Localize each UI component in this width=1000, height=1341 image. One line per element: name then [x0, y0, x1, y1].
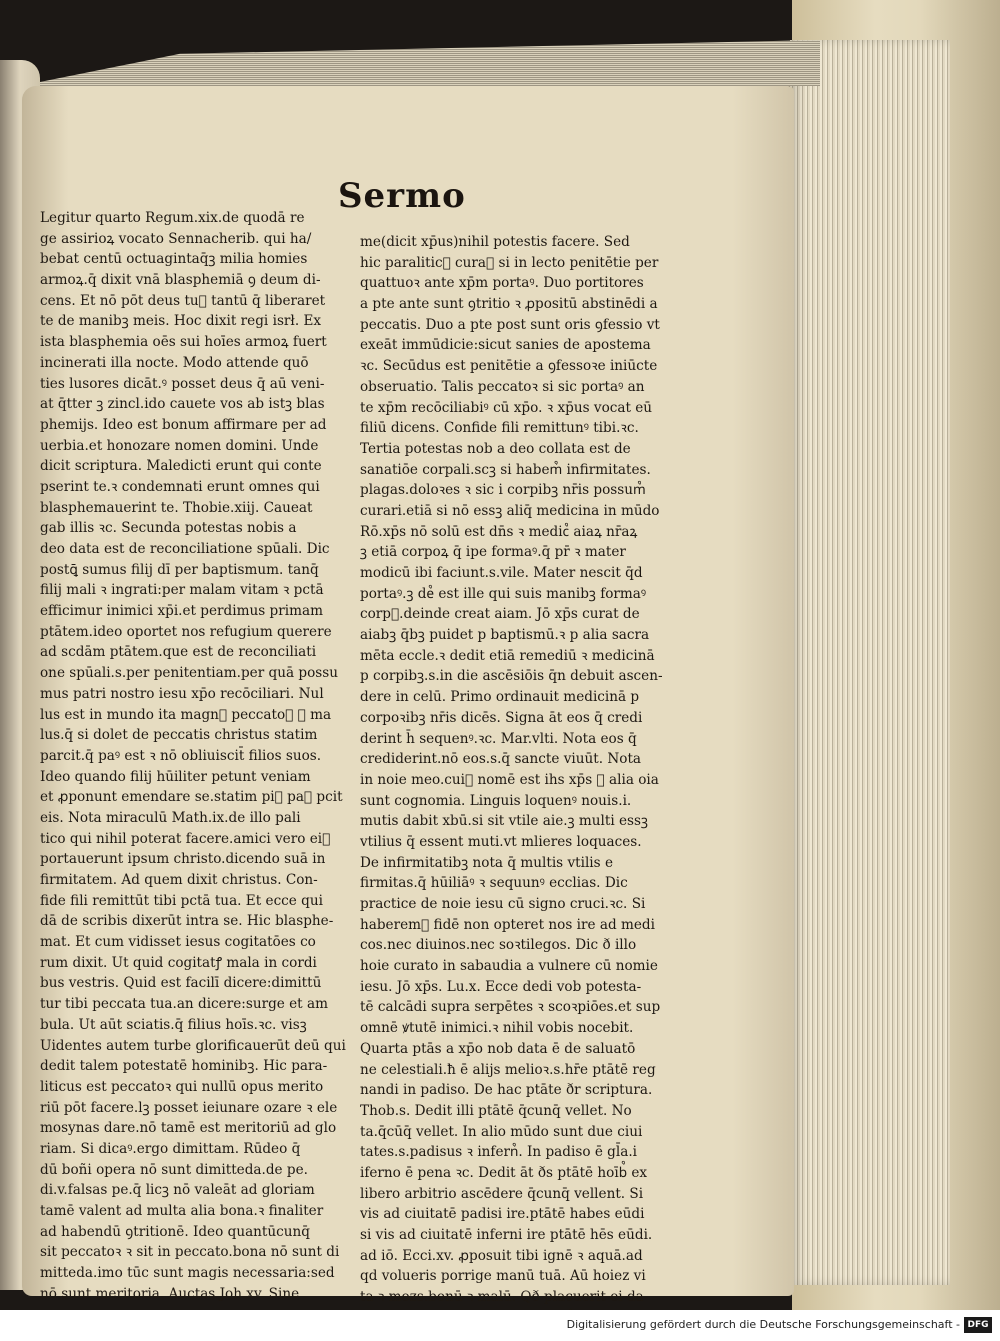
text-line: bus vestris. Quid est facilī dicere:dimittū [40, 975, 322, 992]
text-line: haberem᷒ fidē non opteret nos ire ad medi [360, 916, 655, 933]
text-line: Quarta ptās a xp̄o nob data ē de saluatō [360, 1040, 636, 1057]
text-line: corpoꝛibꝫ nr̄is dicēs. Signa āt eos q̄ credi [360, 709, 643, 726]
text-line: ta ꝛ mozs.bonū ꝛ malū. Qð placuerit ei da [360, 1289, 644, 1306]
text-line: te de manibꝫ meis. Hoc dixit regi isrł. Ex [40, 313, 322, 330]
text-line: firmitatem. Ad quem dixit christus. Con- [40, 872, 318, 888]
text-line: libero arbitrio ascēdere q̄cunq̄ vellent. Si [360, 1185, 644, 1202]
text-line: exeāt immūdicie:sicut sanies de apostema [360, 337, 651, 354]
text-line: hoie curato in sabaudia a vulnere cū nomie [360, 958, 658, 975]
text-line: a pte ante sunt ꝯtritio ꝛ ꝓpositū abstinēdi a [360, 296, 658, 313]
text-line: ista blasphemia oēs sui hoīes armoꝝ fuert [40, 334, 327, 351]
text-line: tamē valent ad multa alia bona.ꝛ finaliter [40, 1203, 324, 1219]
text-line: portauerunt ipsum christo.dicendo suā in [40, 851, 326, 868]
text-line: ad habendū ꝯtritionē. Ideo quantūcunq̄ [40, 1223, 310, 1240]
text-line: dere in celū. Primo ordinauit medicinā p [360, 689, 640, 706]
text-line: ne celestiali.ħ ē alijs melioꝛ.s.hr̄e ptātē reg [360, 1061, 656, 1078]
text-line: firmitas.q̄ hūiliāꝰ ꝛ sequunꝰ ecclias. Dic [360, 875, 628, 892]
text-line: vtilius q̄ essent muti.vt mlieres loquaces. [360, 833, 642, 850]
text-line: vis ad ciuitatē padisi ire.ptātē habes eūdi [360, 1206, 645, 1223]
text-line: parcit.q̄ paꝰ est ꝛ nō obliuiscit̄ filios suos. [40, 747, 322, 764]
text-line: Uidentes autem turbe glorificauerūt deū qui [40, 1037, 346, 1054]
page-fore-edge [790, 40, 950, 1285]
text-line: ptātem.ideo oportet nos refugium querere [40, 623, 332, 640]
text-line: omnē ꝟtutē inimici.ꝛ nihil vobis nocebit. [360, 1020, 634, 1037]
text-line: mosynas dare.nō tamē est meritoriū ad glo [40, 1120, 337, 1137]
text-line: pserint te.ꝛ condemnati erunt omnes qui [40, 478, 320, 495]
text-line: bula. Ut aūt sciatis.q̄ filius hoīs.ꝛc. visꝫ [40, 1016, 307, 1033]
right-text-column [360, 232, 663, 1328]
text-line: obseruatio. Talis peccatoꝛ si sic portaꝰ an [360, 378, 645, 395]
text-line: hic paralitic᷒ curaꝰ si in lecto penitētie per [360, 254, 659, 271]
text-line: Thob.s. Dedit illi ptātē q̄cunq̄ vellet. No [360, 1102, 632, 1119]
text-line: te xp̄m recōciliabiꝰ cū xp̄o. ꝛ xp̄us vocat eū [360, 399, 653, 416]
text-line: dū boñi opera nō sunt dimitteda.de pe. [40, 1161, 308, 1178]
text-line: nandi in padiso. De hac ptāte ðr scriptura. [360, 1082, 653, 1099]
page-heading: Sermo [338, 176, 466, 216]
text-line: crediderint.nō eos.s.q̄ sancte viuūt. Nota [360, 751, 642, 768]
text-line: me(dicit xp̄us)nihil potestis facere. Sed [360, 234, 630, 250]
text-line: peccatis. Duo a pte post sunt oris ꝯfessio vt [360, 316, 660, 333]
text-line: sit peccatoꝛ ꝛ sit in peccato.bona nō sunt di [40, 1244, 340, 1261]
text-line: armoꝝ.q̄ dixit vnā blasphemiā ꝯ deum di- [40, 272, 321, 289]
dfg-logo: DFG [964, 1317, 992, 1333]
text-line: curari.etiā si nō essꝫ aliq̄ medicina in mūdo [360, 502, 660, 519]
text-line: di.v.falsas pe.q̄ licꝫ nō valeāt ad gloriam [40, 1182, 315, 1199]
text-line: efficimur inimici xp̄i.et perdimus primam [40, 603, 323, 620]
text-line: dicit scriptura. Maledicti erunt qui conte [40, 458, 322, 475]
text-line: Tertia potestas nob a deo collata est de [360, 440, 631, 457]
text-line: ad iō. Ecci.xv. ꝓposuit tibi ignē ꝛ aquā.ad [360, 1247, 643, 1264]
text-line: sunt cognomia. Linguis loquenꝰ nouis.i. [360, 792, 632, 809]
text-line: phemijs. Ideo est bonum affirmare per ad [40, 416, 327, 433]
text-line: cens. Et nō pōt deus tu᷒ tantū q̄ liberaret [40, 292, 326, 309]
text-line: iesu. Jō xp̄s. Lu.x. Ecce dedi vob potesta- [360, 978, 642, 995]
text-line: derint h̄ sequenꝰ.ꝛc. Mar.vlti. Nota eos q̄ [360, 730, 637, 747]
text-line: plagas.doloꝛes ꝛ sic i corpibꝫ nr̄is possum᷒ [360, 482, 646, 499]
text-line: ad scdām ptātem.que est de reconciliati [40, 644, 317, 661]
text-line: ta.q̄cūq̄ vellet. In alio mūdo sunt due ciui [360, 1123, 643, 1140]
text-line: qd volueris porrige manū tuā. Aū hoiez vi [360, 1268, 646, 1285]
text-line: incinerati illa nocte. Modo attende quō [40, 354, 309, 371]
text-line: rum dixit. Ut quid cogitatꝭ mala in cordi [40, 954, 317, 971]
text-line: mitteda.imo tūc sunt magis necessaria:sed [40, 1265, 335, 1282]
text-line: et ꝓponunt emendare se.statim pi᷒ paꝰ pcit [40, 789, 343, 806]
text-line: practice de noie iesu cū signo cruci.ꝛc. Si [360, 896, 646, 912]
text-line: lus est in mundo ita magn᷒ peccatoꝛ ꝛ ma [40, 706, 332, 723]
text-line: uerbia.et honozare nomen domini. Unde [40, 437, 319, 454]
text-line: iferno ē pena ꝛc. Dedit āt ðs ptātē hoīb᷒ ex [360, 1164, 648, 1181]
text-line: modicū ibi faciunt.s.vile. Mater nescit q̄d [360, 565, 643, 581]
text-line: one spūali.s.per penitentiam.per quā possu [40, 665, 339, 682]
text-line: Ideo quando filij hūiliter petunt veniam [40, 768, 311, 785]
text-line: De infirmitatibꝫ nota q̄ multis vtilis e [360, 854, 613, 871]
text-line: quattuoꝛ ante xp̄m portaꝰ. Duo portitores [360, 275, 644, 292]
text-line: corp᷒.deinde creat aiam. Jō xp̄s curat de [360, 606, 640, 623]
text-line: mus patri nostro iesu xp̄o recōciliari. Nul [40, 685, 324, 702]
text-line: bebat centū octuagintaq̄ꝫ milia homies [40, 251, 308, 268]
text-line: blasphemauerint te. Thobie.xiij. Caueat [40, 499, 313, 516]
text-line: aiabꝫ q̄bꝫ puidet p baptismū.ꝛ p alia sacra [360, 627, 650, 644]
text-line: tates.s.padisus ꝛ infern᷒. In padiso ē gl̄a.i [360, 1144, 638, 1161]
text-line: sanatiōe corpali.scꝫ si habem᷒ infirmitates. [360, 461, 651, 478]
text-line: Rō.xp̄s nō solū est dn̄s ꝛ medic᷒ aiaꝝ nr̄aꝝ [360, 523, 638, 540]
text-line: ge assirioꝝ vocato Sennacherib. qui ha/ [40, 230, 312, 247]
text-line: at q̄tter ꝫ zincl.ido cauete vos ab istꝫ blas [40, 396, 325, 413]
text-line: tur tibi peccata tua.an dicere:surge et am [40, 996, 328, 1013]
text-line: si vis ad ciuitatē inferni ire ptātē hēs eūdi. [360, 1227, 653, 1243]
text-line: fide fili remittūt tibi pctā tua. Et ecce qui [40, 892, 323, 909]
footer-credit: Digitalisierung gefördert durch die Deutsche Forschungsgemeinschaft - [566, 1318, 960, 1331]
text-line: mat. Et cum vidisset iesus cogitatōes co [40, 934, 316, 951]
text-line: liticus est peccatoꝛ qui nullū opus merito [40, 1078, 324, 1095]
text-line: tico qui nihil poterat facere.amici vero ei᷒ [40, 830, 331, 847]
text-line: ꝫ etiā corpoꝝ q̄ ipe formaꝰ.q̄ pr̄ ꝛ mater [360, 544, 626, 561]
text-line: Legitur quarto Regum.xix.de quodā re [40, 210, 305, 226]
footer-bar [0, 1310, 1000, 1341]
text-line: ꝛc. Secūdus est penitētie a ꝯfessoꝛe iniūcte [360, 358, 658, 375]
text-line: lus.q̄ si dolet de peccatis christus statim [40, 727, 318, 744]
text-line: postꝗ̄ sumus filij dī per baptismum. tanq̄ [40, 561, 319, 578]
text-line: p corpibꝫ.s.in die ascēsiōis q̄n debuit ascen- [360, 668, 663, 685]
text-line: nō sunt meritoria. Auctas Joh.xv. Sine [40, 1285, 300, 1302]
text-line: filij mali ꝛ ingrati:per malam vitam ꝛ pctā [40, 582, 324, 599]
left-text-column [40, 208, 360, 1304]
text-line: dā de scribis dixerūt intra se. Hic blasphe- [40, 913, 334, 930]
page-top-edge [20, 40, 820, 86]
text-line: eis. Nota miraculū Math.ix.de illo pali [40, 809, 301, 826]
text-line: mutis dabit xbū.si sit vtile aie.ꝫ multi essꝫ [360, 813, 648, 830]
text-line: dedit talem potestatē hominibꝫ. Hic para- [40, 1058, 328, 1075]
text-line: portaꝰ.ꝫ de᷒ est ille qui suis manibꝫ formaꝰ [360, 585, 647, 602]
text-line: deo data est de reconciliatione spūali. Dic [40, 541, 330, 557]
text-line: cos.nec diuinos.nec soꝛtilegos. Dic ð illo [360, 937, 637, 954]
text-line: in noie meo.cui᷒ nomē est ihs xp̄s ꝛ alia oia [360, 771, 659, 788]
text-line: riū pōt facere.lꝫ posset ieiunare ozare ꝛ ele [40, 1099, 338, 1116]
text-line: ties lusores dicāt.ꝰ posset deus q̄ aū veni- [40, 375, 325, 392]
text-line: mēta eccle.ꝛ dedit etiā remediū ꝛ medicinā [360, 647, 655, 664]
text-line: tē calcādi supra serpētes ꝛ scoꝛpiōes.et sup [360, 999, 661, 1016]
text-line: gab illis ꝛc. Secunda potestas nobis a [40, 520, 297, 537]
text-line: filiū dicens. Confide fili remittunꝰ tibi.ꝛc. [360, 420, 639, 437]
text-line: riam. Si dicaꝰ.ergo dimittam. Rūdeo q̄ [40, 1140, 301, 1157]
